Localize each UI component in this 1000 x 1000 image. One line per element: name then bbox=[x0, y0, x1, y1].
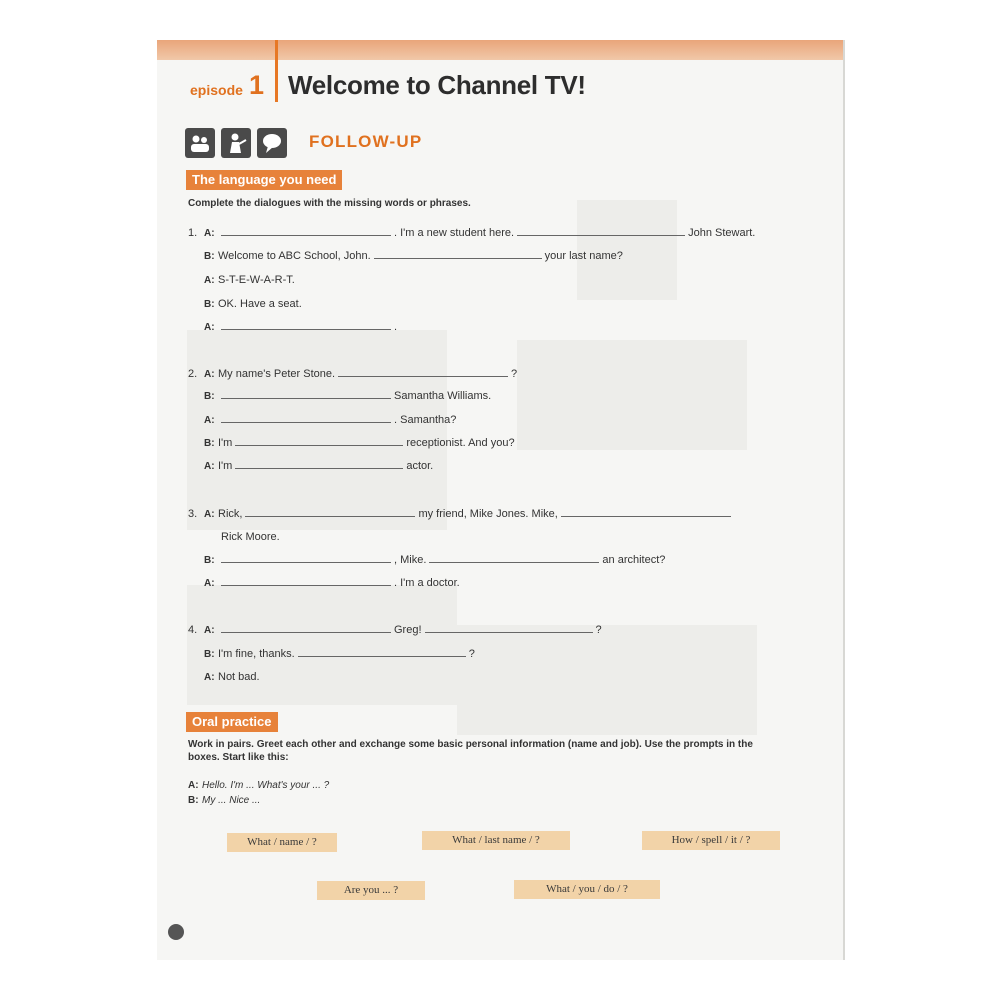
dialogue-4-line-b1 bbox=[204, 648, 475, 660]
dialogue-text: Samantha Williams. bbox=[394, 390, 492, 402]
dialogue-2-line-b1 bbox=[204, 390, 491, 402]
show-through-photo bbox=[457, 625, 757, 735]
show-through-photo bbox=[187, 585, 457, 705]
page-ornament-icon bbox=[168, 924, 184, 940]
followup-icons bbox=[185, 128, 287, 158]
answer-blank[interactable] bbox=[221, 321, 391, 330]
dialogue-text: I'm fine, thanks. bbox=[218, 648, 295, 660]
dialogue-text: . bbox=[394, 321, 398, 333]
dialogue-1-line-a3 bbox=[204, 321, 397, 333]
episode-number: 1 bbox=[249, 70, 265, 100]
speaker-label: A: bbox=[188, 780, 199, 791]
speaker-label: A: bbox=[204, 322, 215, 333]
speaker-label: A: bbox=[204, 578, 215, 589]
answer-blank[interactable] bbox=[221, 624, 391, 633]
dialogue-3-line-a1 bbox=[188, 508, 734, 520]
top-color-band bbox=[157, 40, 845, 60]
example-line-a bbox=[188, 780, 329, 791]
speaker-label: B: bbox=[204, 391, 215, 402]
prompt-box: Are you ... ? bbox=[317, 881, 425, 900]
dialogue-1-line-a1 bbox=[188, 227, 755, 239]
dialogue-text: I'm bbox=[218, 460, 233, 472]
dialogue-text: ? bbox=[468, 648, 475, 660]
dialogue-4-line-a2 bbox=[204, 671, 260, 683]
dialogue-number: 2. bbox=[188, 368, 198, 380]
answer-blank[interactable] bbox=[235, 460, 403, 469]
speaker-label: A: bbox=[204, 625, 215, 636]
dialogue-text: receptionist. And you? bbox=[406, 437, 515, 449]
answer-blank[interactable] bbox=[221, 227, 391, 236]
speaker-label: B: bbox=[188, 795, 199, 806]
person-pointing-icon bbox=[221, 128, 251, 158]
show-through-photo bbox=[187, 330, 447, 530]
dialogue-3-line-b1 bbox=[204, 554, 665, 566]
section-heading-language: The language you need bbox=[186, 170, 342, 190]
dialogue-text: Not bad. bbox=[218, 671, 260, 683]
dialogue-3-line-a2 bbox=[204, 577, 460, 589]
dialogue-text: Rick Moore. bbox=[221, 531, 280, 543]
answer-blank[interactable] bbox=[338, 368, 508, 377]
speaker-label: B: bbox=[204, 299, 215, 310]
dialogue-number: 1. bbox=[188, 227, 198, 239]
dialogue-text: . I'm a doctor. bbox=[394, 577, 460, 589]
prompt-box: What / you / do / ? bbox=[514, 880, 660, 899]
speaker-label: B: bbox=[204, 438, 215, 449]
speaker-label: A: bbox=[204, 415, 215, 426]
dialogue-1-line-b1 bbox=[204, 250, 623, 262]
answer-blank[interactable] bbox=[245, 508, 415, 517]
speaker-label: A: bbox=[204, 275, 215, 286]
dialogue-text: S-T-E-W-A-R-T. bbox=[218, 274, 295, 286]
dialogue-number: 4. bbox=[188, 624, 198, 636]
dialogue-text: Welcome to ABC School, John. bbox=[218, 250, 371, 262]
speaker-label: A: bbox=[204, 461, 215, 472]
dialogue-1-line-a2 bbox=[204, 274, 295, 286]
dialogue-text: my friend, Mike Jones. Mike, bbox=[418, 508, 558, 520]
oral-instruction-line-1: Work in pairs. Greet each other and exchange some basic personal information (name and job). Use the prompts in the bbox=[188, 739, 753, 750]
dialogue-2-line-a3 bbox=[204, 460, 433, 472]
dialogue-number: 3. bbox=[188, 508, 198, 520]
episode-label: episode bbox=[190, 82, 243, 98]
dialogue-text: an architect? bbox=[602, 554, 666, 566]
dialogue-2-line-a2 bbox=[204, 414, 456, 426]
dialogue-text: Rick, bbox=[218, 508, 243, 520]
page-edge bbox=[843, 40, 845, 960]
dialogue-1-line-b2 bbox=[204, 298, 302, 310]
dialogue-2-line-b2 bbox=[204, 437, 515, 449]
group-photo-icon bbox=[185, 128, 215, 158]
answer-blank[interactable] bbox=[561, 508, 731, 517]
speaker-label: B: bbox=[204, 555, 215, 566]
prompt-box: How / spell / it / ? bbox=[642, 831, 780, 850]
dialogue-text: I'm bbox=[218, 437, 233, 449]
page-title: Welcome to Channel TV! bbox=[288, 70, 586, 100]
answer-blank[interactable] bbox=[517, 227, 685, 236]
dialogue-text: Greg! bbox=[394, 624, 422, 636]
language-instruction: Complete the dialogues with the missing words or phrases. bbox=[188, 198, 471, 209]
dialogue-text: ? bbox=[511, 368, 518, 380]
dialogue-text: . I'm a new student here. bbox=[394, 227, 515, 239]
prompt-box: What / name / ? bbox=[227, 833, 337, 852]
speaker-label: B: bbox=[204, 649, 215, 660]
section-heading-oral: Oral practice bbox=[186, 712, 278, 732]
dialogue-text: , Mike. bbox=[394, 554, 427, 566]
oral-instruction-line-2: boxes. Start like this: bbox=[188, 752, 289, 763]
workbook-page bbox=[157, 40, 845, 960]
speaker-label: A: bbox=[204, 369, 215, 380]
speaker-label: A: bbox=[204, 672, 215, 683]
answer-blank[interactable] bbox=[221, 414, 391, 423]
dialogue-4-line-a1 bbox=[188, 624, 602, 636]
dialogue-text: . Samantha? bbox=[394, 414, 457, 426]
example-text: My ... Nice ... bbox=[202, 795, 261, 806]
answer-blank[interactable] bbox=[298, 648, 466, 657]
dialogue-2-line-a1 bbox=[188, 368, 517, 380]
dialogue-3-line-a1-cont bbox=[221, 531, 280, 543]
show-through-photo bbox=[517, 340, 747, 450]
prompt-box: What / last name / ? bbox=[422, 831, 570, 850]
speaker-label: A: bbox=[204, 509, 215, 520]
speech-bubble-icon bbox=[257, 128, 287, 158]
example-text: Hello. I'm ... What's your ... ? bbox=[202, 780, 330, 791]
dialogue-text: actor. bbox=[406, 460, 434, 472]
answer-blank[interactable] bbox=[425, 624, 593, 633]
episode-divider bbox=[275, 40, 278, 102]
example-line-b bbox=[188, 795, 260, 806]
dialogue-text: ? bbox=[595, 624, 602, 636]
dialogue-text: John Stewart. bbox=[688, 227, 756, 239]
answer-blank[interactable] bbox=[429, 554, 599, 563]
dialogue-text: your last name? bbox=[544, 250, 623, 262]
answer-blank[interactable] bbox=[221, 390, 391, 399]
dialogue-text: My name's Peter Stone. bbox=[218, 368, 336, 380]
answer-blank[interactable] bbox=[221, 577, 391, 586]
dialogue-text: OK. Have a seat. bbox=[218, 298, 302, 310]
speaker-label: B: bbox=[204, 251, 215, 262]
answer-blank[interactable] bbox=[221, 554, 391, 563]
answer-blank[interactable] bbox=[374, 250, 542, 259]
answer-blank[interactable] bbox=[235, 437, 403, 446]
speaker-label: A: bbox=[204, 228, 215, 239]
followup-title: FOLLOW-UP bbox=[309, 132, 423, 151]
